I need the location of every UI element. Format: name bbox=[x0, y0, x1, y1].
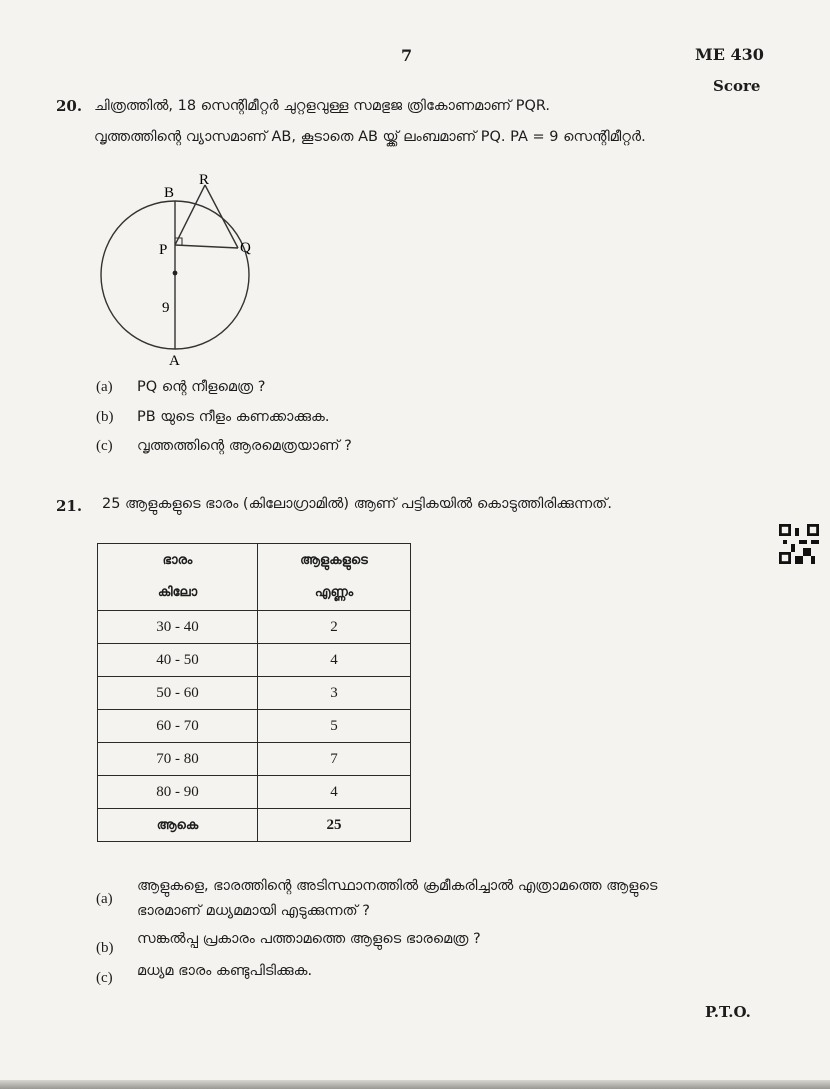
count-cell: 5 bbox=[258, 710, 411, 743]
q21-option-a-text-line2: ഭാരമാണ് മധ്യമമായി എടുക്കുന്നത് ? bbox=[137, 903, 370, 919]
segment-rq bbox=[205, 185, 238, 248]
table-row bbox=[98, 644, 411, 677]
q21-option-a-text-line1: ആളുകളെ, ഭാരത്തിന്റെ അടിസ്ഥാനത്തിൽ ക്രമീകരിച്ചാൽ എത്രാമത്തെ ആളുടെ bbox=[137, 878, 658, 894]
count-cell: 4 bbox=[258, 644, 411, 677]
label-9: 9 bbox=[162, 300, 170, 316]
q21-option-c-text: മധ്യമ ഭാരം കണ്ടുപിടിക്കുക. bbox=[137, 963, 313, 979]
header-count bbox=[258, 544, 411, 611]
question-20-line2: വൃത്തത്തിന്റെ വ്യാസമാണ് AB, കൂടാതെ AB യ്ക്ക് ലംബമാണ് PQ. PA = 9 സെന്റിമീറ്റർ. bbox=[94, 129, 646, 145]
qr-code-icon bbox=[779, 524, 819, 564]
page-bottom-edge bbox=[0, 1080, 830, 1089]
segment-pr bbox=[175, 185, 205, 245]
range-cell: 80 - 90 bbox=[98, 776, 258, 809]
table-row bbox=[98, 743, 411, 776]
page-number: 7 bbox=[401, 46, 413, 65]
center-point bbox=[173, 271, 178, 276]
q20-option-c-label: (c) bbox=[96, 438, 113, 454]
paper-code: ME 430 bbox=[695, 45, 764, 64]
q20-option-a-text: PQ ന്റെ നീളമെത്ര ? bbox=[137, 379, 266, 395]
range-cell: 40 - 50 bbox=[98, 644, 258, 677]
header-count-line2: എണ്ണം bbox=[314, 585, 354, 600]
label-b: B bbox=[164, 185, 175, 201]
table-row bbox=[98, 677, 411, 710]
question-21-number: 21. bbox=[56, 497, 83, 515]
total-value: 25 bbox=[258, 809, 411, 842]
table-header-row bbox=[98, 544, 411, 611]
question-21-line1: 25 ആളുകളുടെ ഭാരം (കിലോഗ്രാമിൽ) ആണ് പട്ടികയിൽ കൊടുത്തിരിക്കുന്നത്. bbox=[102, 496, 612, 512]
label-a: A bbox=[169, 353, 180, 369]
q21-option-c-label: (c) bbox=[96, 970, 113, 986]
q20-option-c-text: വൃത്തത്തിന്റെ ആരമെത്രയാണ് ? bbox=[137, 438, 352, 454]
label-p: P bbox=[159, 242, 168, 258]
q21-option-a-label: (a) bbox=[96, 891, 113, 907]
table-total-row bbox=[98, 809, 411, 842]
header-weight-line1: ഭാരം bbox=[162, 553, 193, 568]
circle-triangle-figure bbox=[90, 160, 280, 375]
question-20-line1: ചിത്രത്തിൽ, 18 സെന്റിമീറ്റർ ചുറ്റളവുള്ള സമഭുജ ത്രികോണമാണ് PQR. bbox=[94, 98, 551, 114]
range-cell: 60 - 70 bbox=[98, 710, 258, 743]
table-row bbox=[98, 776, 411, 809]
count-cell: 2 bbox=[258, 611, 411, 644]
range-cell: 50 - 60 bbox=[98, 677, 258, 710]
count-cell: 3 bbox=[258, 677, 411, 710]
q21-option-b-text: സങ്കൽപ്പ പ്രകാരം പത്താമത്തെ ആളുടെ ഭാരമെത്ര ? bbox=[137, 931, 481, 947]
count-cell: 4 bbox=[258, 776, 411, 809]
q20-option-b-text: PB യുടെ നീളം കണക്കാക്കുക. bbox=[137, 409, 330, 425]
label-q: Q bbox=[240, 240, 251, 256]
range-cell: 30 - 40 bbox=[98, 611, 258, 644]
question-20-number: 20. bbox=[56, 97, 83, 115]
pto-label: P.T.O. bbox=[705, 1003, 751, 1021]
table-row bbox=[98, 611, 411, 644]
q20-option-a-label: (a) bbox=[96, 379, 113, 395]
header-weight-line2: കിലോ bbox=[157, 585, 198, 600]
score-label: Score bbox=[713, 77, 761, 95]
total-label: ആകെ bbox=[98, 809, 258, 842]
range-cell: 70 - 80 bbox=[98, 743, 258, 776]
q20-option-b-label: (b) bbox=[96, 409, 114, 425]
count-cell: 7 bbox=[258, 743, 411, 776]
weight-frequency-table bbox=[97, 543, 411, 842]
header-weight bbox=[98, 544, 258, 611]
table-row bbox=[98, 710, 411, 743]
q21-option-b-label: (b) bbox=[96, 940, 114, 956]
segment-pq bbox=[175, 245, 238, 248]
label-r: R bbox=[199, 172, 210, 188]
header-count-line1: ആളുകളുടെ bbox=[300, 553, 368, 568]
